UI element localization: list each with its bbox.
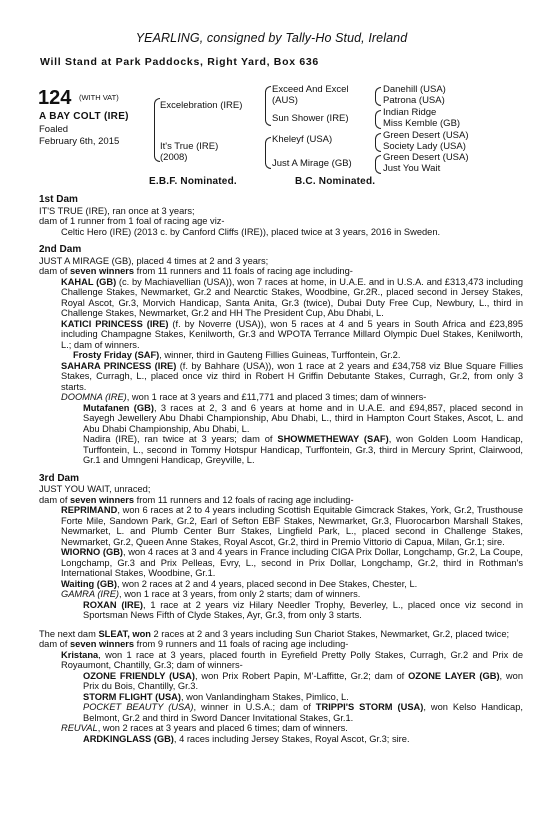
kahal-entry: KAHAL (GB) (c. by Machiavellian (USA)), won 7 races at home, in U.A.E. and in U.S.A. and £313,473 including Challenge Stakes, Newmarket, Gr.2 and Nearctic Stakes, Woodbine, Gr.2R., placed second in Jersey Stakes, Royal Ascot, Gr.3, Morvich Handicap, Santa Anita, Gr.3 (twice), Dubai Duty Free Cup, Newbury, L., third in Challenge Stakes, Newmarket, Gr.2 and HH The President Cup, Abu Dhabi, L. <box>61 276 523 318</box>
second-dam-heading: 2nd Dam <box>39 244 82 255</box>
produce-record <box>39 195 523 744</box>
sahara-entry: SAHARA PRINCESS (IRE) (f. by Bahhare (USA)), won 1 race at 2 years and £34,758 viz Blue Square Fillies Stakes, Curragh, L., placed once viz third in Robert H Griffin Debutante Stakes, Curragh, Gr.2, from only 3 starts. <box>61 360 524 392</box>
pedigree-sire: Excelebration (IRE) <box>160 100 243 111</box>
pedigree-dss: Green Desert (USA) <box>383 130 469 141</box>
pedigree-sds: Indian Ridge <box>383 107 437 118</box>
pedigree-bracket-dam <box>265 137 271 169</box>
pedigree-bracket-sire <box>265 86 271 126</box>
pedigree-bracket-ss <box>375 87 381 106</box>
third-dam-intro: JUST YOU WAIT, unraced; <box>39 484 151 494</box>
katici-entry: KATICI PRINCESS (IRE) (f. by Noverre (USA)), won 5 races at 4 and 5 years in South Africa and £23,895 including Champagne Stakes, Kenilworth, Gr.3 and WPOTA Terrance Millard Olympic Duel Stakes, Kenilworth, L.; dam of winners. <box>61 318 523 350</box>
pedigree-dds: Green Desert (USA) <box>383 152 469 163</box>
pedigree-sss: Danehill (USA) <box>383 84 446 95</box>
lot-title: A BAY COLT (IRE) <box>39 111 129 122</box>
next-dam-intro: The next dam SLEAT, won 2 races at 2 and 3 years including Sun Chariot Stakes, Newmarket, Gr.2, placed twice; <box>39 628 510 639</box>
gamra-entry: GAMRA (IRE), won 1 race at 3 years, from only 2 starts; dam of winners. <box>61 589 361 599</box>
foaled-label: Foaled <box>39 124 69 135</box>
second-dam-dam-of: dam of seven winners from 11 runners and 11 foals of racing age including- <box>39 266 353 276</box>
pedigree-ssd: Patrona (USA) <box>383 95 445 106</box>
page-header: YEARLING, consigned by Tally-Ho Stud, Ireland <box>135 31 408 45</box>
second-dam-intro: JUST A MIRAGE (GB), placed 4 times at 2 and 3 years; <box>39 255 269 266</box>
next-dam-dam-of: dam of seven winners from 9 runners and 11 foals of racing age including- <box>39 639 349 649</box>
vat-note: (WITH VAT) <box>79 93 119 102</box>
pedigree-sire-sire: Exceed And Excel <box>272 84 349 95</box>
lot-number: 124 <box>38 87 72 109</box>
mutafanen-entry: Mutafanen (GB), 3 races at 2, 3 and 6 years at home and in U.A.E. and £94,857, placed second in Sayegh Jewellery Abu Dhabi Championship, Abu Dhabi, L., third in Hampton Court Stakes, Ascot, L. and Abu Dhabi Championship, Abu Dhabi, L. <box>83 402 523 434</box>
pedigree-sire-sire-country: (AUS) <box>272 95 298 106</box>
stand-location: Will Stand at Park Paddocks, Right Yard, Box 636 <box>40 56 319 68</box>
pedigree-dam: It's True (IRE) <box>160 141 219 152</box>
first-dam-line-1: IT'S TRUE (IRE), ran once at 3 years; <box>39 205 195 216</box>
pedigree-sire-dam: Sun Shower (IRE) <box>272 113 349 124</box>
kristana-entry: Kristana, won 1 race at 3 years, placed fourth in Eyrefield Pretty Polly Stakes, Curragh, Gr.2 and Prix de Royaumont, Chantilly, Gr.3; dam of winners- <box>61 649 523 670</box>
pedigree-dam-dam: Just A Mirage (GB) <box>272 158 352 169</box>
ardkinglass-entry: ARDKINGLASS (GB), 4 races including Jersey Stakes, Royal Ascot, Gr.3; sire. <box>83 733 410 744</box>
storm-entry: STORM FLIGHT (USA), won Vanlandingham Stakes, Pimlico, L. <box>83 691 349 702</box>
pocket-entry: POCKET BEAUTY (USA), winner in U.S.A.; dam of TRIPPI'S STORM (USA), won Kelso Handicap, Belmont, Gr.2 and third in Sword Dancer Invitational Stakes, Gr.1. <box>83 702 523 723</box>
bc-nomination: B.C. Nominated. <box>295 176 376 187</box>
third-dam-dam-of: dam of seven winners from 11 runners and 12 foals of racing age including- <box>39 494 354 505</box>
reprimand-entry: REPRIMAND, won 6 races at 2 to 4 years including Scottish Equitable Gimcrack Stakes, York, Gr.2, Trusthouse Forte Mile, Sandown Park, Gr.2, Earl of Sefton EBF Stakes, Newmarket, Gr.3, Fluorocarbon Marshall Stakes, Newmarket, L. and Plumb Center Burr Stakes, Lingfield Park, L., placed second in Challenge Stakes, Newmarket, Gr.2, Queen Anne Stakes, Royal Ascot, Gr.2, third in Premio Vittorio di Capua, Milan, Gr.1; sire. <box>61 505 523 547</box>
doomna-entry: DOOMNA (IRE), won 1 race at 3 years and £11,771 and placed 3 times; dam of winners- <box>61 392 427 402</box>
pedigree-sdd: Miss Kemble (GB) <box>383 118 461 129</box>
pedigree-ddd: Just You Wait <box>383 163 441 174</box>
pedigree-dam-year: (2008) <box>160 152 188 163</box>
foaled-date: February 6th, 2015 <box>39 135 120 147</box>
first-dam-line-3: Celtic Hero (IRE) (2013 c. by Canford Cliffs (IRE)), placed twice at 3 years, 2016 in Sweden. <box>61 226 441 237</box>
pedigree-bracket-sd <box>375 110 381 129</box>
wiorno-entry: WIORNO (GB), won 4 races at 3 and 4 years in France including CIGA Prix Dollar, Longchamp, Gr.2, La Coupe, Longchamp, Gr.3 and Prix Pelleas, Evry, L., second in Prix Dollar, Longchamp, Gr.2, third in Rothman's International Stakes, Woodbine, Gr.1. <box>61 547 523 578</box>
reuval-entry: REUVAL, won 2 races at 3 years and placed 6 times; dam of winners. <box>61 723 348 733</box>
third-dam-heading: 3rd Dam <box>39 472 80 484</box>
pedigree-bracket-ds <box>375 133 381 152</box>
pedigree-dsd: Society Lady (USA) <box>383 141 466 152</box>
ebf-nomination: E.B.F. Nominated. <box>149 176 237 187</box>
first-dam-line-2: dam of 1 runner from 1 foal of racing age viz- <box>39 216 225 226</box>
ozone-entry: OZONE FRIENDLY (USA), won Prix Robert Papin, M'-Laffitte, Gr.2; dam of OZONE LAYER (GB), won Prix du Bois, Chantilly, Gr.3. <box>83 670 523 691</box>
foaled-info <box>39 124 119 147</box>
roxan-entry: ROXAN (IRE), 1 race at 2 years viz Hilary Needler Trophy, Beverley, L., placed once viz second in Sportsman News Fifth of Clyde Stakes, Ayr, Gr.3, from only 3 starts. <box>83 599 523 620</box>
first-dam-heading: 1st Dam <box>39 194 78 205</box>
frosty-entry: Frosty Friday (SAF), winner, third in Gauteng Fillies Guineas, Turffontein, Gr.2. <box>73 350 401 360</box>
pedigree-bracket-dd <box>375 155 381 174</box>
nadira-entry: Nadira (IRE), ran twice at 3 years; dam of SHOWMETHEWAY (SAF), won Golden Loom Handicap, Turffontein, L., second in Tommy Hotspur Handicap, Turffontein, Gr.3, third in Mercury Sprint, Clairwood, Gr.1 and Umngeni Handicap, Greyville, L. <box>83 434 523 465</box>
pedigree-dam-sire: Kheleyf (USA) <box>272 134 333 145</box>
waiting-entry: Waiting (GB), won 2 races at 2 and 4 years, placed second in Dee Stakes, Chester, L. <box>61 578 418 589</box>
